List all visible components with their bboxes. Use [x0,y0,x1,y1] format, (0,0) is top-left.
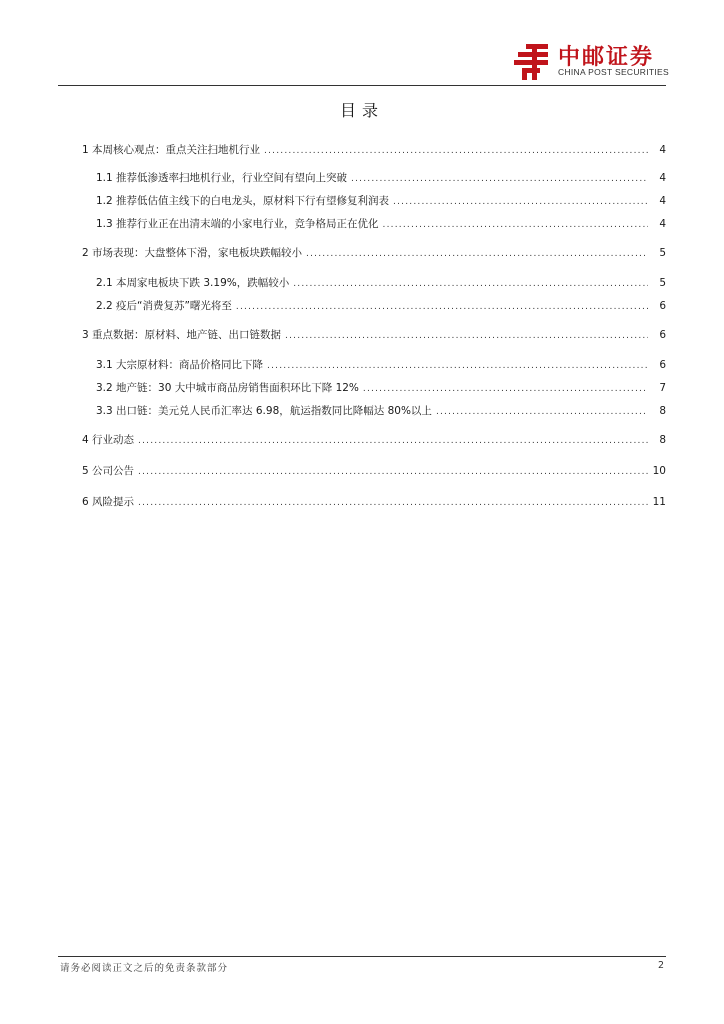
toc-entry-text: 3 重点数据：原材料、地产链、出口链数据 [82,329,282,341]
footer-disclaimer: 请务必阅读正文之后的免责条款部分 [60,963,229,974]
toc-entry-page: 8 [659,434,666,446]
toc-entry-text: 5 公司公告 [82,465,135,477]
toc-entry-page: 4 [659,218,666,230]
toc-leader [306,249,648,259]
toc-entry-page: 4 [659,144,666,156]
toc-entry[interactable] [82,432,666,448]
toc-entry-page: 4 [659,195,666,207]
toc-entry-text: 4 行业动态 [82,434,135,446]
toc-entry[interactable] [96,193,666,209]
toc-entry[interactable] [96,298,666,314]
toc-entry-page: 5 [659,277,666,289]
toc-entry[interactable] [96,275,666,291]
toc-entry[interactable] [96,170,666,186]
toc-leader [436,407,648,417]
toc-leader [264,146,648,156]
toc-entry-text: 2.1 本周家电板块下跌 3.19%，跌幅较小 [96,277,290,289]
toc-entry-text: 1 本周核心观点：重点关注扫地机行业 [82,144,261,156]
brand-name-en: CHINA POST SECURITIES [558,67,669,77]
toc-entry-text: 1.2 推荐低估值主线下的白电龙头，原材料下行有望修复利润表 [96,195,390,207]
toc-leader [267,361,648,371]
toc-entry[interactable] [96,216,666,232]
brand-name-cn: 中邮证券 [558,45,655,70]
footer-divider [58,956,666,957]
toc-entry[interactable] [82,142,666,158]
toc-leader [363,384,648,394]
toc-entry-text: 6 风险提示 [82,496,135,508]
toc-entry[interactable] [82,327,666,343]
toc-leader [351,174,648,184]
page-number: 2 [657,960,664,971]
toc-leader [383,220,648,230]
toc-entry-page: 4 [659,172,666,184]
toc-entry[interactable] [96,380,666,396]
toc-entry[interactable] [96,403,666,419]
china-post-logo-icon [512,42,554,82]
toc-entry-text: 3.3 出口链：美元兑人民币汇率达 6.98，航运指数同比降幅达 80%以上 [96,405,432,417]
toc-title: 目录 [339,101,384,120]
toc-leader [285,331,648,341]
toc-entry-page: 6 [659,359,666,371]
page-header [0,0,724,88]
toc-entry-text: 2.2 疫后“消费复苏”曙光将至 [96,300,232,312]
toc-entry-text: 3.1 大宗原材料：商品价格同比下降 [96,359,264,371]
toc-entry[interactable] [82,494,666,510]
toc-leader [138,436,648,446]
toc-entry-page: 6 [659,329,666,341]
header-divider [58,85,666,86]
toc-entry-page: 5 [659,247,666,259]
toc-entry-text: 1.3 推荐行业正在出清末端的小家电行业，竞争格局正在优化 [96,218,379,230]
company-logo [512,42,672,82]
toc-leader [293,279,648,289]
toc-entry-text: 1.1 推荐低渗透率扫地机行业，行业空间有望向上突破 [96,172,348,184]
toc-entry-page: 7 [659,382,666,394]
toc-entry[interactable] [82,245,666,261]
toc-entry[interactable] [96,357,666,373]
toc-entry-text: 3.2 地产链：30 大中城市商品房销售面积环比下降 12% [96,382,359,394]
toc-entry-page: 11 [652,496,666,508]
toc-leader [138,498,648,508]
toc-entry-page: 6 [659,300,666,312]
toc-leader [138,467,648,477]
toc-entry[interactable] [82,463,666,479]
toc-leader [236,302,648,312]
toc-entry-text: 2 市场表现：大盘整体下滑，家电板块跌幅较小 [82,247,303,259]
toc-entry-page: 8 [659,405,666,417]
toc-entry-page: 10 [652,465,666,477]
toc-leader [393,197,648,207]
